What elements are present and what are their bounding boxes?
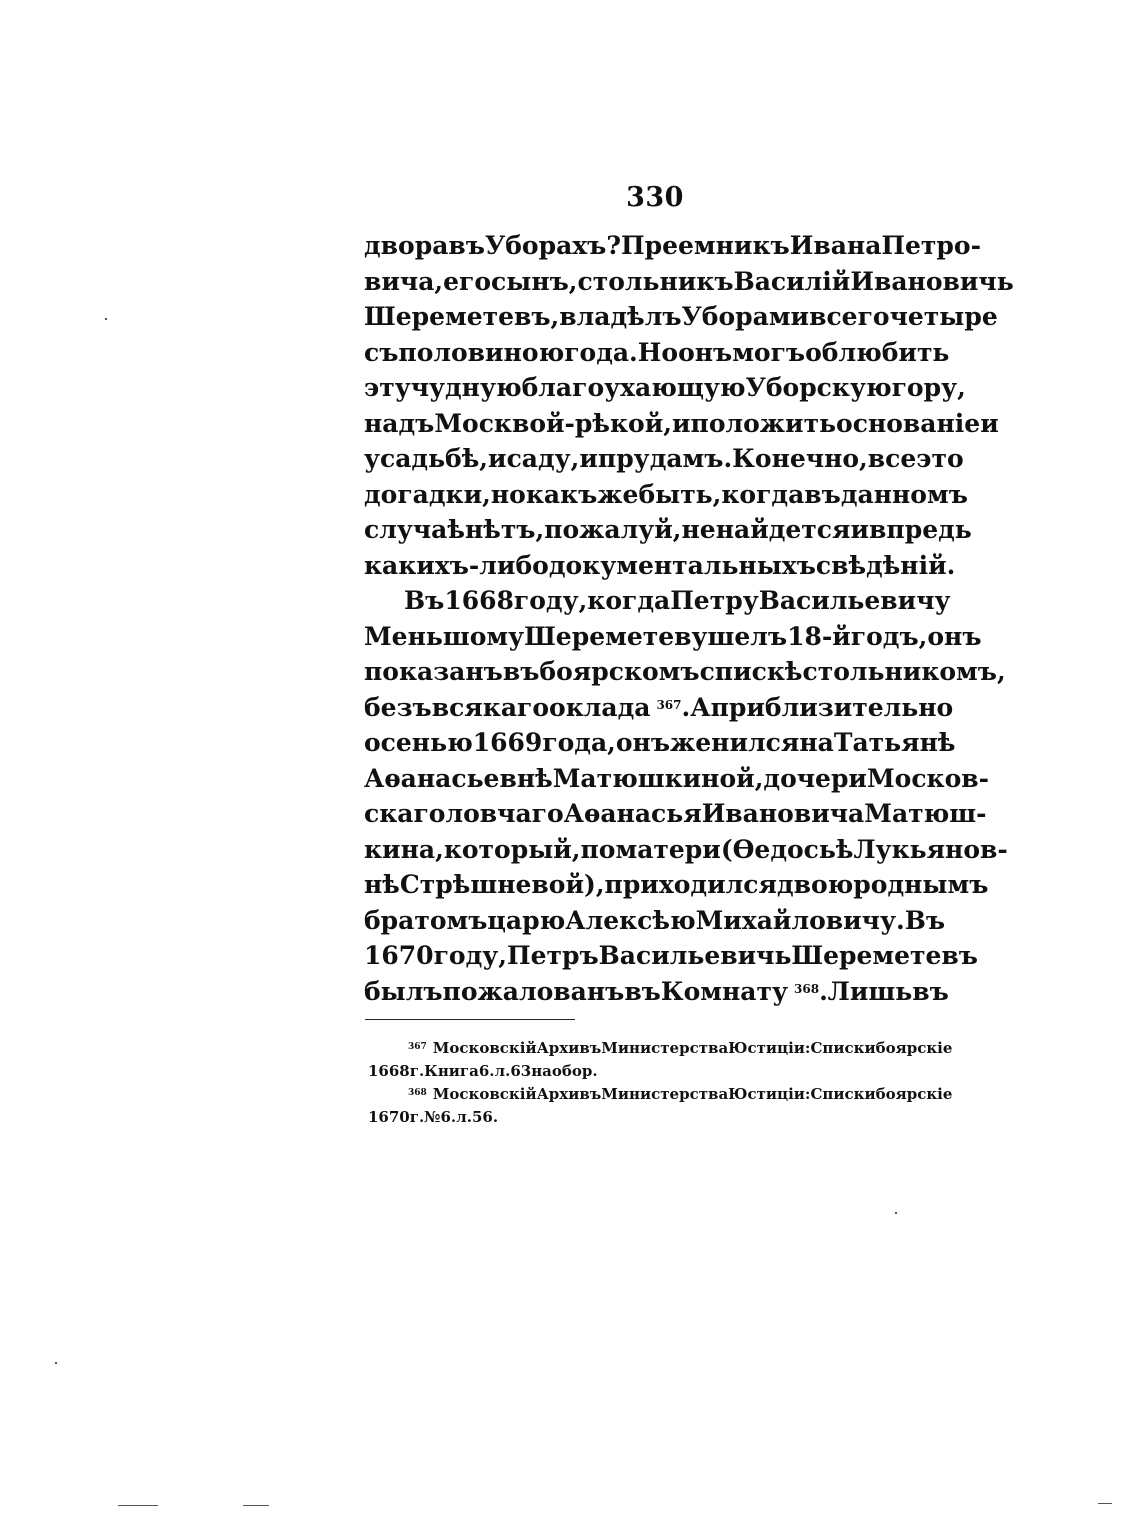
footnote-word: 1670: [368, 1108, 410, 1126]
footnotes: [368, 1037, 953, 1129]
word: Москов-: [866, 763, 990, 793]
scan-speck: [1098, 1503, 1112, 1504]
word: въ: [804, 479, 841, 509]
word: оклада: [549, 692, 651, 722]
footnote-line: [368, 1083, 953, 1106]
word: когда: [721, 479, 805, 509]
footnote-word: Министерства: [601, 1085, 729, 1103]
word: безъ: [364, 692, 432, 722]
word: въ: [912, 976, 949, 1006]
word: 18-й: [787, 621, 851, 651]
scan-speck: [243, 1505, 269, 1506]
text-line: [364, 761, 990, 797]
word: могъ: [732, 337, 806, 367]
text-line: [364, 441, 964, 477]
word: Алексѣю: [565, 905, 696, 935]
footnote-divider: [365, 1019, 575, 1020]
word: былъ: [364, 976, 443, 1006]
word: впредь: [869, 515, 972, 544]
word: Василій: [733, 266, 851, 296]
footnote-word-text: Московскій: [432, 1085, 537, 1103]
word: Ивана: [789, 231, 882, 260]
word: братомъ: [364, 905, 488, 935]
text-line: [364, 335, 950, 371]
word: спискѣ: [699, 657, 803, 686]
footnote-word: Министерства: [601, 1039, 729, 1057]
word: четыре: [889, 302, 998, 331]
word: нѣ: [364, 870, 400, 899]
word: случаѣ: [364, 515, 465, 544]
word: пожалованъ: [442, 976, 625, 1006]
word: Ивановичь: [850, 266, 1014, 296]
footnote-number: 368: [408, 1088, 427, 1098]
word: Шереметеву: [524, 621, 708, 651]
word: пожалуй,: [544, 515, 682, 544]
word: въ: [502, 657, 540, 686]
footnote-word: обор.: [551, 1062, 598, 1080]
word: двора: [364, 231, 449, 260]
text-line: [364, 725, 956, 761]
text-line: [364, 406, 999, 442]
text-line: [364, 690, 954, 726]
footnote-reference-word: $^{367}$.: [656, 692, 691, 722]
footnote-number: 367: [408, 1042, 427, 1052]
word: догадки,: [364, 479, 491, 509]
footnote-word: г.: [409, 1108, 425, 1126]
word: это: [916, 444, 964, 473]
word: Москвой-рѣкой,: [434, 408, 672, 438]
text-line: [364, 974, 949, 1010]
word: онъ: [615, 728, 671, 757]
word: же: [597, 479, 639, 509]
text-line: [364, 619, 982, 655]
footnote-word: 63: [510, 1062, 532, 1080]
word: 1670: [364, 941, 434, 970]
word: Но: [637, 337, 679, 367]
word: шелъ: [707, 621, 788, 651]
word: года,: [542, 728, 616, 757]
footnote-word: боярскіе: [875, 1085, 953, 1103]
word: его: [443, 266, 492, 296]
footnote-word: Архивъ: [536, 1085, 602, 1103]
word: 1669: [472, 728, 543, 757]
word: двоюроднымъ: [776, 870, 989, 899]
word: Аѳанасьевнѣ: [364, 763, 553, 793]
word: и: [980, 408, 999, 438]
text-line: [364, 264, 1014, 300]
word: всякаго: [431, 692, 550, 722]
word: чудную: [410, 373, 522, 402]
word: Петръ: [506, 941, 599, 970]
word: надъ: [364, 408, 435, 438]
footnote-word-text: Московскій: [432, 1039, 537, 1057]
word: на: [799, 728, 834, 757]
word: матери: [615, 834, 721, 864]
footnote-word: л.: [456, 1108, 472, 1126]
word: стольникъ: [577, 266, 734, 296]
word: Петру: [670, 586, 759, 615]
word: Шереметевъ,: [364, 302, 560, 331]
footnote-reference[interactable]: 368: [794, 981, 820, 996]
text-line: [364, 228, 981, 264]
word: основаніе: [836, 408, 981, 438]
word: Уборахъ?: [484, 231, 622, 260]
word: и: [488, 444, 507, 473]
footnote-word: 56.: [471, 1108, 499, 1126]
word: съ: [364, 337, 399, 367]
word: Лукьянов-: [853, 834, 1008, 864]
body-text: [364, 228, 1014, 1009]
word: приходился: [604, 870, 777, 899]
footnote-word: Юстиціи:: [728, 1085, 811, 1103]
word: прудамъ.: [597, 444, 733, 473]
word: показанъ: [364, 657, 503, 686]
word: Комнату: [660, 976, 788, 1006]
word: Ивановича: [701, 799, 865, 828]
footnote-word: 6.: [440, 1108, 457, 1126]
scan-speck: [55, 1362, 57, 1364]
scan-speck: [895, 1212, 897, 1214]
word: стольникомъ,: [802, 657, 1006, 686]
word: Лишь: [827, 976, 913, 1006]
word: Меньшому: [364, 621, 525, 651]
word: въ: [624, 976, 661, 1006]
word: нѣтъ,: [464, 515, 545, 544]
word: царю: [487, 905, 566, 935]
word: Михайловичу.: [695, 905, 905, 935]
word: какихъ-либо: [364, 550, 549, 580]
footnote-word: №: [424, 1108, 441, 1126]
word: году,: [513, 586, 588, 615]
text-line: [364, 548, 956, 584]
word: Петро-: [881, 231, 981, 260]
footnote-word: Юстиціи:: [728, 1039, 811, 1057]
scan-speck: [118, 1505, 158, 1506]
footnote-line: [368, 1060, 942, 1083]
footnote-word: Архивъ: [536, 1039, 602, 1057]
word: кина,: [364, 834, 444, 864]
word: гору,: [891, 373, 966, 402]
word: облюбить: [805, 337, 950, 367]
word: Преемникъ: [621, 231, 790, 260]
word: Стрѣшневой),: [399, 870, 605, 899]
scan-speck: [105, 318, 107, 320]
word: Уборами: [681, 302, 810, 331]
word: положить: [690, 408, 837, 438]
word: Шереметевъ: [791, 941, 978, 970]
word: скаго: [364, 799, 446, 828]
word: А: [690, 692, 711, 722]
text-line: [364, 299, 998, 335]
word: Матюшкиной,: [552, 763, 764, 793]
footnote-word: 6.: [478, 1062, 495, 1080]
word: данномъ: [840, 479, 968, 509]
word: боярскомъ: [539, 657, 700, 686]
word: Васильевичь: [598, 941, 792, 970]
text-line: [364, 583, 951, 619]
text-line: [364, 832, 1008, 868]
word: ловчаго: [445, 799, 564, 828]
word: Аѳанасья: [563, 799, 702, 828]
word: документальныхъ: [548, 550, 816, 580]
word: сынъ,: [491, 266, 578, 296]
footnote-line: [368, 1037, 953, 1060]
word: не: [681, 515, 716, 544]
word: благоухающую: [521, 373, 746, 402]
text-line: [364, 477, 968, 513]
word: года.: [564, 337, 638, 367]
word: дочери: [763, 763, 867, 793]
word: когда: [587, 586, 671, 615]
word: саду,: [506, 444, 580, 473]
word: по: [580, 834, 616, 864]
footnote-word: боярскіе: [875, 1039, 953, 1057]
text-line: [364, 938, 978, 974]
word: и: [850, 515, 870, 544]
word: владѣлъ: [559, 302, 682, 331]
text-line: [364, 370, 966, 406]
word: въ: [448, 231, 485, 260]
footnote-word: Списки: [810, 1085, 876, 1103]
footnote-line: [368, 1106, 942, 1129]
word: Татьянѣ: [833, 728, 956, 757]
word: и: [671, 408, 691, 438]
word: 1668: [444, 586, 514, 615]
footnote-word: 1668: [368, 1062, 410, 1080]
word: Конечно,: [732, 444, 868, 473]
word: Въ: [904, 905, 946, 935]
word: Васильевичу: [758, 586, 951, 615]
text-line: [364, 654, 1006, 690]
word: эту: [364, 373, 411, 402]
footnote-word: Книга: [424, 1062, 479, 1080]
footnote-word: [408, 1037, 537, 1060]
word: свѣдѣній.: [815, 550, 956, 580]
word: всего: [809, 302, 890, 331]
word: который,: [443, 834, 581, 864]
footnote-word: л.: [494, 1062, 511, 1080]
footnote-reference-word: $^{368}$.: [794, 976, 828, 1006]
word: Въ: [404, 586, 445, 615]
word: осенью: [364, 728, 473, 757]
word: но: [490, 479, 526, 509]
word: и: [579, 444, 598, 473]
footnote-word: Списки: [810, 1039, 876, 1057]
word: какъ: [525, 479, 598, 509]
text-line: [364, 867, 989, 903]
word: Матюш-: [864, 799, 987, 828]
footnote-word: на: [531, 1062, 552, 1080]
word: приблизительно: [710, 692, 954, 722]
footnote-word: [408, 1083, 537, 1106]
word: найдется: [715, 515, 851, 544]
footnote-reference[interactable]: 367: [656, 697, 682, 712]
word: половиною: [398, 337, 565, 367]
footnote-word: г.: [409, 1062, 425, 1080]
word: женился: [670, 728, 800, 757]
word: усадьбѣ,: [364, 444, 489, 473]
text-line: [364, 903, 946, 939]
word: онъ: [927, 621, 982, 651]
word: годъ,: [850, 621, 928, 651]
word: онъ: [678, 337, 733, 367]
word: году,: [433, 941, 507, 970]
word: (Ѳедосьѣ: [720, 834, 854, 864]
word: вича,: [364, 266, 444, 296]
word: Уборскую: [745, 373, 892, 402]
page-number: 330: [626, 182, 684, 213]
text-line: [364, 512, 972, 548]
word: быть,: [638, 479, 722, 509]
word: все: [867, 444, 917, 473]
text-line: [364, 796, 987, 832]
